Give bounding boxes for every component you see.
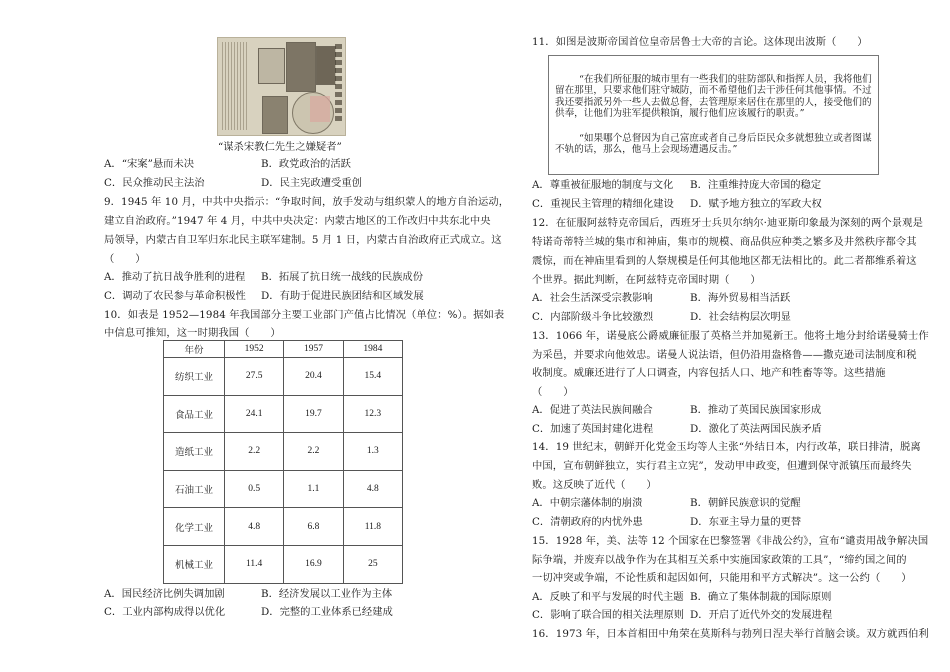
q13-stem-line: 收制度。威廉还进行了人口调查，内容包括人口、地产和牲畜等等。这些措施	[532, 367, 886, 379]
table-cell: 24.1	[225, 395, 284, 433]
q10-option-d[interactable]: D．完整的工业体系已经建成	[261, 606, 393, 618]
q11-option-a[interactable]: A．尊重被征服地的制度与文化	[532, 179, 674, 191]
table-cell: 0.5	[225, 470, 284, 508]
table-cell: 纺织工业	[164, 358, 225, 396]
q15-option-a[interactable]: A．反映了和平与发展的时代主题	[532, 591, 684, 603]
table-cell: 4.8	[225, 508, 284, 546]
table-cell: 2.2	[284, 433, 343, 471]
q8-option-c[interactable]: C．民众推动民主法治	[104, 177, 205, 189]
q15-option-c[interactable]: C．影响了联合国的相关法理原则	[532, 609, 685, 621]
table-cell: 机械工业	[164, 545, 225, 583]
q10-option-a[interactable]: A．国民经济比例失调加剧	[104, 588, 225, 600]
q15-option-b[interactable]: B．确立了集体制裁的国际原则	[690, 591, 832, 603]
q13-answer-blank: （ ）	[532, 386, 574, 398]
table-cell: 15.4	[343, 358, 402, 396]
q8-option-a[interactable]: A．“宋案”悬而未决	[104, 158, 195, 170]
question-8-image	[217, 37, 346, 136]
q15-stem-line: 15．1928 年，美、法等 12 个国家在巴黎签署《非战公约》，宣布“谴责用战争解决国	[532, 535, 929, 547]
q12-stem-line: 特诺奇蒂特兰城的集市和神庙，集市的规模、商品供应种类之繁多及井然秩序都令其	[532, 236, 917, 248]
table-header: 1952	[225, 341, 284, 358]
q12-option-b[interactable]: B．海外贸易相当活跃	[690, 292, 791, 304]
q11-option-c[interactable]: C．重视民主管理的精细化建设	[532, 198, 674, 210]
table-cell: 11.4	[225, 545, 284, 583]
table-header-row	[164, 341, 403, 358]
table-cell: 石油工业	[164, 470, 225, 508]
q12-option-d[interactable]: D．社会结构层次明显	[690, 311, 791, 323]
q14-stem-line: 败。这反映了近代（ ）	[532, 479, 657, 491]
quote-paragraph: “如果哪个总督因为自己富庶或者自己身后臣民众多就想独立或者图谋不轨的话，那么，他马上会现场遭遇反击。”	[555, 133, 872, 156]
q13-option-a[interactable]: A．促进了英法民族间融合	[532, 404, 653, 416]
q9-option-b[interactable]: B．拓展了抗日统一战线的民族成份	[261, 271, 424, 283]
q14-option-a[interactable]: A．中朝宗藩体制的崩溃	[532, 497, 643, 509]
table-header: 年份	[164, 341, 225, 358]
portrait-photo	[262, 96, 288, 134]
q11-option-d[interactable]: D．赋予地方独立的军政大权	[690, 198, 822, 210]
q12-option-a[interactable]: A．社会生活深受宗教影响	[532, 292, 653, 304]
table-cell: 食品工业	[164, 395, 225, 433]
table-row	[164, 358, 403, 396]
table-header: 1984	[343, 341, 402, 358]
table-cell: 1.3	[343, 433, 402, 471]
table-cell: 16.9	[284, 545, 343, 583]
table-row	[164, 470, 403, 508]
table-row	[164, 395, 403, 433]
q10-option-c[interactable]: C．工业内部构成得以优化	[104, 606, 226, 618]
q9-stem-line: 9．1945 年 10 月，中共中央指示：“争取时间，放手发动与组织蒙人的地方自治运动，	[104, 196, 510, 208]
table-cell: 20.4	[284, 358, 343, 396]
portrait-photo	[258, 48, 285, 84]
table-cell: 造纸工业	[164, 433, 225, 471]
q14-option-c[interactable]: C．清朝政府的内忧外患	[532, 516, 643, 528]
table-cell: 19.7	[284, 395, 343, 433]
q9-option-d[interactable]: D．有助于促进民族团结和区域发展	[261, 290, 424, 302]
q14-option-d[interactable]: D．东亚主导力量的更替	[690, 516, 802, 528]
q9-answer-blank: （ ）	[104, 253, 146, 265]
table-cell: 27.5	[225, 358, 284, 396]
table-row	[164, 433, 403, 471]
q13-stem-line: 13．1066 年，诺曼底公爵威廉征服了英格兰并加冕新王。他将土地分封给诺曼骑士作	[532, 330, 929, 342]
table-cell: 12.3	[343, 395, 402, 433]
table-row	[164, 508, 403, 546]
q12-stem-line: 个世界。据此判断，在阿兹特克帝国时期（ ）	[532, 274, 761, 286]
q8-option-d[interactable]: D．民主宪政遭受重创	[261, 177, 362, 189]
q13-stem-line: 为采邑，并要求向他效忠。诺曼人说法语，但仍沿用盎格鲁——撒克逊司法制度和税	[532, 349, 917, 361]
q14-stem-line: 14．19 世纪末，朝鲜开化党金玉均等人主张“外结日本，内行改革，联日排清，脱离	[532, 441, 921, 453]
table-row	[164, 545, 403, 583]
q15-option-d[interactable]: D．开启了近代外交的发展进程	[690, 609, 833, 621]
q14-option-b[interactable]: B．朝鲜民族意识的觉醒	[690, 497, 801, 509]
table-cell: 25	[343, 545, 402, 583]
table-header: 1957	[284, 341, 343, 358]
q11-stem-line: 11．如图是波斯帝国首位皇帝居鲁士大帝的言论。这体现出波斯（ ）	[532, 36, 868, 48]
table-cell: 2.2	[225, 433, 284, 471]
newspaper-text-column	[222, 42, 248, 130]
q10-option-b[interactable]: B．经济发展以工业作为主体	[261, 588, 393, 600]
table-cell: 6.8	[284, 508, 343, 546]
quote-paragraph: “在我们所征服的城市里有一些我们的驻防部队和指挥人员，我将他们留在那里，只要求他们驻守城防，而不希望他们去干涉任何其他事情。不过我还要指派另外一些人去做总督，去管理原来居住在那里的人，接受他们的供奉，让他们为驻军提供粮饷，履行他们应该履行的职责。”	[555, 74, 872, 119]
q12-stem-line: 震惊，而在神庙里看到的人祭规模是任何其他地区都无法相比的。此二者都维系着这	[532, 255, 917, 267]
q9-stem-line: 局领导，内蒙古自卫军归东北民主联军建制。5 月 1 日，内蒙古自治政府正式成立。这	[104, 234, 502, 246]
q15-stem-line: 一切冲突或争端，不论性质和起因如何，只能用和平方式解决”。这一公约（ ）	[532, 572, 912, 584]
q13-option-d[interactable]: D．激化了英法两国民族矛盾	[690, 423, 822, 435]
q9-stem-line: 建立自治政府。”1947 年 4 月，中共中央决定：内蒙古地区的工作改归中共东北中央	[104, 215, 491, 227]
portrait-photo	[316, 46, 336, 85]
table-cell: 4.8	[343, 470, 402, 508]
table-cell: 化学工业	[164, 508, 225, 546]
q10-stem-line: 10．如表是 1952—1984 年我国部分主要工业部门产值占比情况（单位：%）。据如表	[104, 309, 505, 321]
q13-option-c[interactable]: C．加速了英国封建化进程	[532, 423, 654, 435]
quote-box	[548, 55, 879, 175]
portrait-photo	[286, 42, 316, 92]
q9-option-a[interactable]: A．推动了抗日战争胜利的进程	[104, 271, 246, 283]
q12-option-c[interactable]: C．内部阶级斗争比较激烈	[532, 311, 654, 323]
industry-share-table	[163, 340, 403, 584]
table-cell: 1.1	[284, 470, 343, 508]
q14-stem-line: 中国，宣布朝鲜独立，实行君主立宪”，发动甲申政变，但遭到保守派镇压而最终失	[532, 460, 912, 472]
image-caption: “谋杀宋教仁先生之嫌疑者”	[218, 141, 342, 153]
q13-option-b[interactable]: B．推动了英国民族国家形成	[690, 404, 822, 416]
q8-option-b[interactable]: B．政党政治的活跃	[261, 158, 351, 170]
stamp-mark	[310, 96, 330, 122]
q16-stem-line: 16．1973 年，日本首相田中角荣在莫斯科与勃列日涅夫举行首脑会谈。双方就西伯利	[532, 628, 929, 640]
q11-option-b[interactable]: B．注重维持庞大帝国的稳定	[690, 179, 822, 191]
q10-stem-line: 中信息可推知，这一时期我国（ ）	[104, 327, 281, 339]
table-cell: 11.8	[343, 508, 402, 546]
q15-stem-line: 际争端，并废弃以战争作为在其相互关系中实施国家政策的工具”，“缔约国之间的	[532, 554, 907, 566]
vertical-headline	[335, 44, 342, 124]
q12-stem-line: 12．在征服阿兹特克帝国后，西班牙士兵贝尔纳尔·迪亚斯印象最为深刻的两个景观是	[532, 217, 923, 229]
q9-option-c[interactable]: C．调动了农民参与革命积极性	[104, 290, 246, 302]
